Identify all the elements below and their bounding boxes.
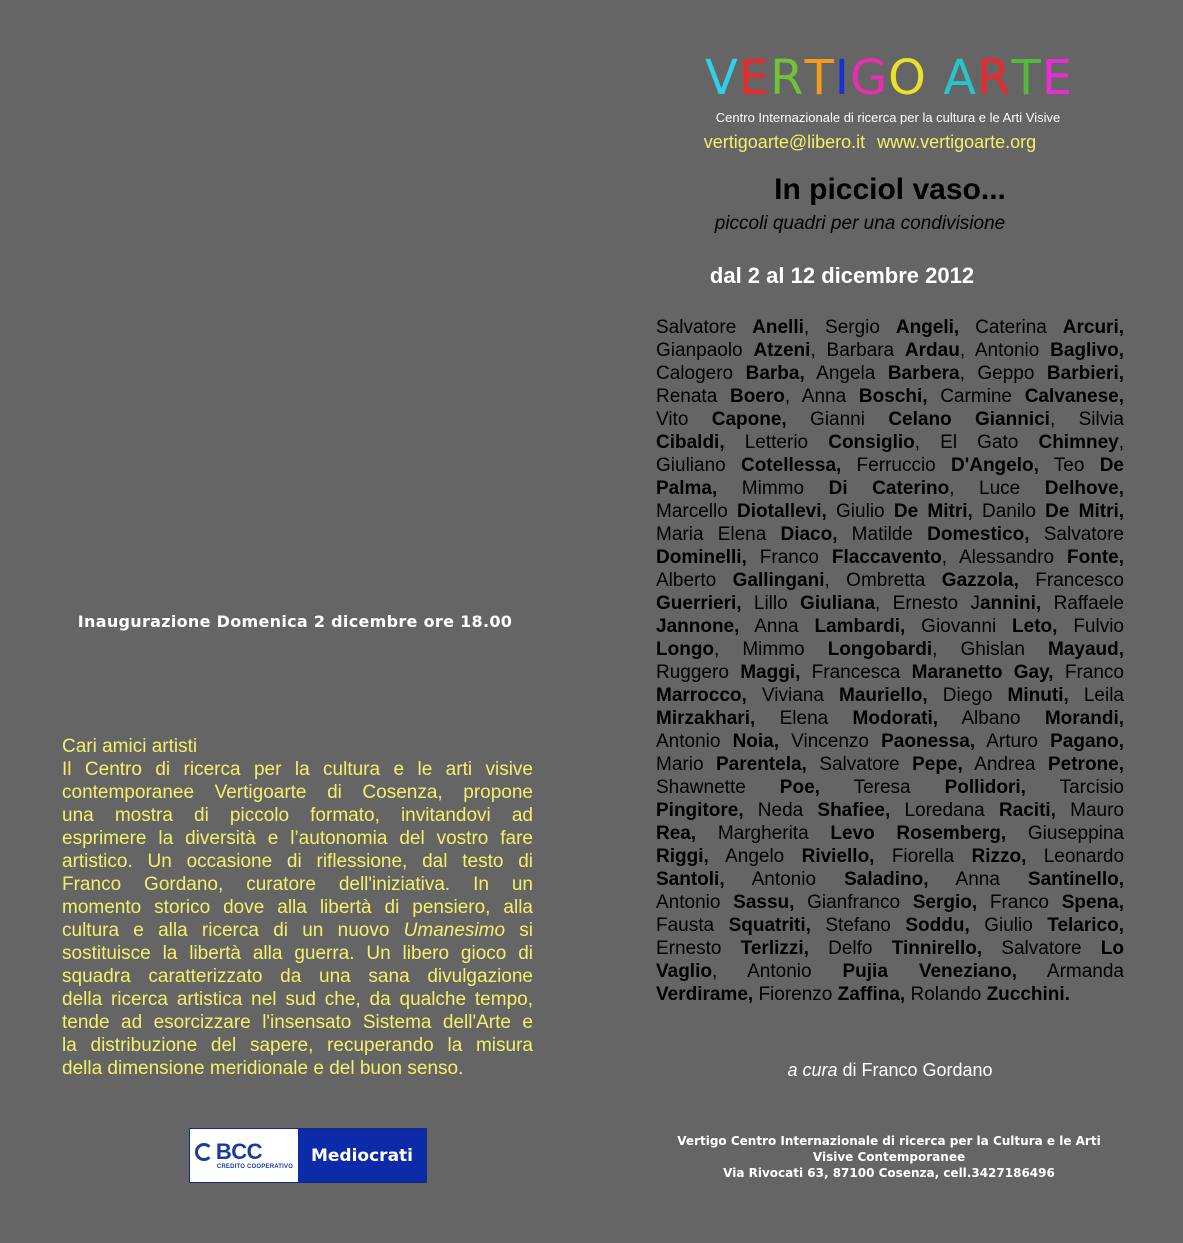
artist-line: Renata Boero, Anna Boschi, Carmine Calvanese,	[656, 386, 1124, 407]
letter-line: Il Centro di ricerca per la cultura e le arti visive	[62, 759, 533, 780]
artist-line: Longo, Mimmo Longobardi, Ghislan Mayaud,	[656, 639, 1125, 660]
brand-letter: O	[888, 50, 927, 106]
brand-logo	[656, 50, 1122, 106]
brand-letter: I	[834, 50, 850, 106]
artist-line: Mirzakhari, Elena Modorati, Albano Morandi,	[656, 708, 1125, 729]
brand-letter: G	[849, 50, 889, 106]
letter-line: esprimere la diversità e l’autonomia del vostro fare	[62, 828, 533, 849]
brand-letter: T	[1011, 50, 1042, 106]
curator-prefix: a cura	[787, 1060, 838, 1080]
letter-line: momento storico dove alla libertà di pensiero, alla	[62, 897, 533, 918]
brand-letter: A	[943, 50, 978, 106]
curator-name: di Franco Gordano	[837, 1060, 993, 1080]
event-title: In picciol vaso...	[774, 173, 1006, 206]
artist-line: Verdirame, Fiorenzo Zaffina, Rolando Zucchini.	[656, 984, 1070, 1005]
letter-line: Franco Gordano, curatore dell'iniziativa. In un	[62, 874, 533, 895]
artist-line: Calogero Barba, Angela Barbera, Geppo Barbieri,	[656, 363, 1125, 384]
artist-line: Dominelli, Franco Flaccavento, Alessandro Fonte,	[656, 547, 1124, 568]
letter-line: sostituisce la libertà alla guerra. Un libero gioco di	[62, 943, 533, 964]
brand-letter: E	[1041, 50, 1074, 106]
artist-line: Riggi, Angelo Riviello, Fiorella Rizzo, Leonardo	[656, 846, 1125, 867]
artist-line: Jannone, Anna Lambardi, Giovanni Leto, Fulvio	[656, 616, 1124, 637]
contacts	[660, 132, 1080, 153]
artist-line: Pingitore, Neda Shafiee, Loredana Raciti, Mauro	[656, 800, 1124, 821]
artist-line: Vito Capone, Gianni Celano Giannici, Silvia	[656, 409, 1124, 430]
brand-letter: E	[738, 50, 771, 106]
bcc-emblem-icon	[195, 1143, 213, 1161]
inauguration-text: Inaugurazione Domenica 2 dicembre ore 18.00	[77, 612, 513, 631]
event-dates: dal 2 al 12 dicembre 2012	[709, 263, 975, 288]
letter-to-artists	[62, 735, 533, 1080]
artist-line: Ernesto Terlizzi, Delfo Tinnirello, Salvatore Lo	[656, 938, 1124, 959]
letter-line: una mostra di piccolo formato, invitandovi ad	[62, 805, 533, 826]
artists-list	[656, 316, 1124, 1006]
sponsor-logo	[189, 1128, 427, 1183]
event-subtitle: piccoli quadri per una condivisione	[714, 213, 1006, 234]
artist-line: Giuliano Cotellessa, Ferruccio D'Angelo, Teo De	[656, 455, 1124, 476]
artist-line: Cibaldi, Letterio Consiglio, El Gato Chimney,	[656, 432, 1124, 453]
letter-body	[62, 758, 533, 1080]
email-link[interactable]: vertigoarte@libero.it	[703, 132, 866, 152]
footer-line-3: Via Rivocati 63, 87100 Cosenza, cell.3427186496	[723, 1166, 1055, 1180]
artist-line: Rea, Margherita Levo Rosemberg, Giuseppina	[656, 823, 1124, 844]
letter-line: artistico. Un occasione di riflessione, dal testo di	[62, 851, 533, 872]
brand-letter: T	[804, 50, 835, 106]
letter-line: della ricerca artistica nel sud che, da qualche tempo,	[62, 989, 533, 1010]
artist-line: Marcello Diotallevi, Giulio De Mitri, Danilo De Mitri,	[656, 501, 1125, 522]
bcc-logo	[190, 1129, 298, 1182]
artist-line: Marrocco, Viviana Mauriello, Diego Minuti, Leila	[656, 685, 1124, 706]
letter-line: contemporanee Vertigoarte di Cosenza, propone	[62, 782, 533, 803]
artist-line: Fausta Squatriti, Stefano Soddu, Giulio Telarico,	[656, 915, 1124, 936]
artist-line: Gianpaolo Atzeni, Barbara Ardau, Antonio Baglivo,	[656, 340, 1125, 361]
website-link[interactable]: www.vertigoarte.org	[877, 132, 1037, 152]
artist-line: Shawnette Poe, Teresa Pollidori, Tarcisio	[656, 777, 1124, 798]
brand-letter: R	[977, 50, 1012, 106]
letter-line: della dimensione meridionale e del buon senso.	[62, 1058, 464, 1079]
brand-subtitle: Centro Internazionale di ricerca per la cultura e le Arti Visive	[715, 110, 1061, 125]
brand-letter: V	[704, 50, 739, 106]
brand-letter: R	[770, 50, 805, 106]
artist-line: Antonio Sassu, Gianfranco Sergio, Franco Spena,	[656, 892, 1124, 913]
artist-line: Maria Elena Diaco, Matilde Domestico, Salvatore	[656, 524, 1124, 545]
mediocrati-label: Mediocrati	[298, 1129, 426, 1182]
artist-line: Alberto Gallingani, Ombretta Gazzola, Francesco	[656, 570, 1124, 591]
artist-line: Vaglio, Antonio Pujia Veneziano, Armanda	[656, 961, 1125, 982]
artist-line: Ruggero Maggi, Francesca Maranetto Gay, Franco	[656, 662, 1124, 683]
brand-letter	[927, 50, 943, 106]
letter-greeting: Cari amici artisti	[62, 736, 198, 757]
artist-line: Mario Parentela, Salvatore Pepe, Andrea Petrone,	[656, 754, 1125, 775]
artist-line: Palma, Mimmo Di Caterino, Luce Delhove,	[656, 478, 1124, 499]
bcc-wordmark: BCC	[215, 1139, 263, 1164]
artist-line: Guerrieri, Lillo Giuliana, Ernesto Jannini, Raffaele	[656, 593, 1124, 614]
curator-credit	[740, 1060, 1040, 1081]
artist-line: Antonio Noia, Vincenzo Paonessa, Arturo Pagano,	[656, 731, 1124, 752]
letter-line: tende ad esorcizzare l'insensato Sistema dell'Arte e	[62, 1012, 533, 1033]
footer-line-2: Visive Contemporanee	[812, 1150, 966, 1164]
bcc-subtitle: CREDITO COOPERATIVO	[216, 1164, 294, 1170]
artist-line: Salvatore Anelli, Sergio Angeli, Caterina Arcuri,	[656, 317, 1125, 338]
footer-address	[650, 1133, 1128, 1181]
letter-line: la distribuzione del sapere, recuperando la misura	[62, 1035, 533, 1056]
artist-line: Santoli, Antonio Saladino, Anna Santinello,	[656, 869, 1124, 890]
footer-line-1: Vertigo Centro Internazionale di ricerca per la Cultura e le Arti	[677, 1134, 1101, 1148]
letter-line: squadra caratterizzato da una sana divulgazione	[62, 966, 533, 987]
letter-line: cultura e alla ricerca di un nuovo Umanesimo si	[62, 920, 534, 941]
